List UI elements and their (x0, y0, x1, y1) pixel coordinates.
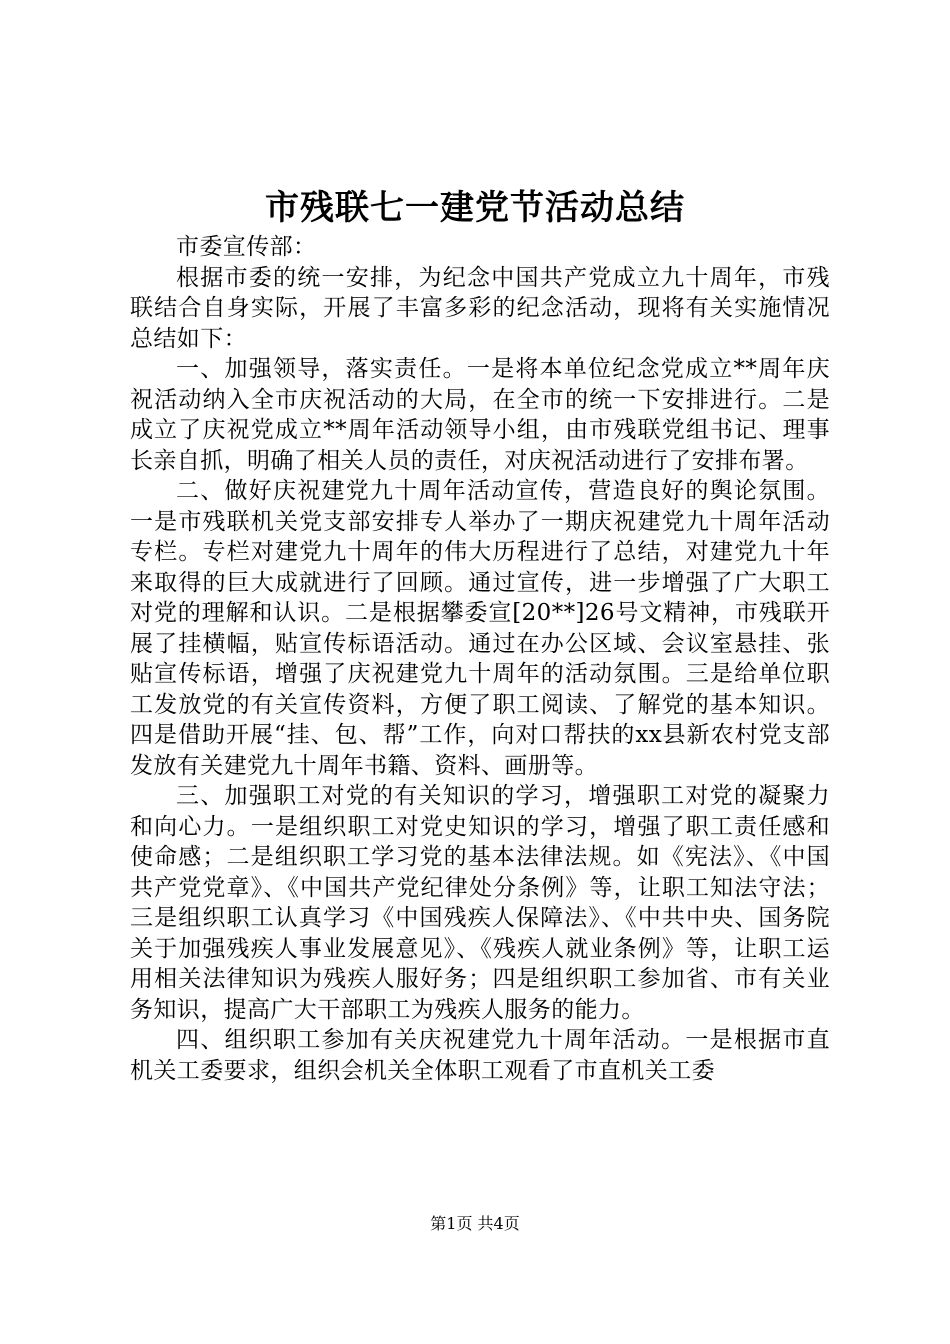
paragraph-section-2: 二、做好庆祝建党九十周年活动宣传，营造良好的舆论氛围。一是市残联机关党支部安排专人举办了一期庆祝建党九十周年活动专栏。专栏对建党九十周年的伟大历程进行了总结，对建党九十年来取得的巨大成就进行了回顾。通过宣传，进一步增强了广大职工对党的理解和认识。二是根据攀委宣[20**]26号文精神，市残联开展了挂横幅，贴宣传标语活动。通过在办公区域、会议室悬挂、张贴宣传标语，增强了庆祝建党九十周年的活动氛围。三是给单位职工发放党的有关宣传资料，方便了职工阅读、了解党的基本知识。四是借助开展“挂、包、帮”工作，向对口帮扶的xx县新农村党支部发放有关建党九十周年书籍、资料、画册等。 (130, 478, 830, 779)
page-footer: 第1页 共4页 (430, 1214, 520, 1233)
paragraph-section-4: 四、组织职工参加有关庆祝建党九十周年活动。一是根据市直机关工委要求，组织会机关全体职工观看了市直机关工委 (130, 1027, 830, 1084)
salutation: 市委宣传部： (176, 234, 317, 260)
document-title: 市残联七一建党节活动总结 (265, 188, 685, 228)
paragraph-section-3: 三、加强职工对党的有关知识的学习，增强职工对党的凝聚力和向心力。一是组织职工对党史知识的学习，增强了职工责任感和使命感；二是组织职工学习党的基本法律法规。如《宪法》、《中国共产党党章》、《中国共产党纪律处分条例》等，让职工知法守法；三是组织职工认真学习《中国残疾人保障法》、《中共中央、国务院关于加强残疾人事业发展意见》、《残疾人就业条例》等，让职工运用相关法律知识为残疾人服好务；四是组织职工参加省、市有关业务知识，提高广大干部职工为残疾人服务的能力。 (130, 783, 830, 1023)
paragraph-intro: 根据市委的统一安排，为纪念中国共产党成立九十周年，市残联结合自身实际，开展了丰富多彩的纪念活动，现将有关实施情况总结如下： (130, 264, 830, 352)
paragraph-section-1: 一、加强领导，落实责任。一是将本单位纪念党成立**周年庆祝活动纳入全市庆祝活动的大局，在全市的统一下安排进行。二是成立了庆祝党成立**周年活动领导小组，由市残联党组书记、理事长亲自抓，明确了相关人员的责任，对庆祝活动进行了安排布署。 (130, 356, 830, 474)
document-body (130, 232, 830, 1086)
